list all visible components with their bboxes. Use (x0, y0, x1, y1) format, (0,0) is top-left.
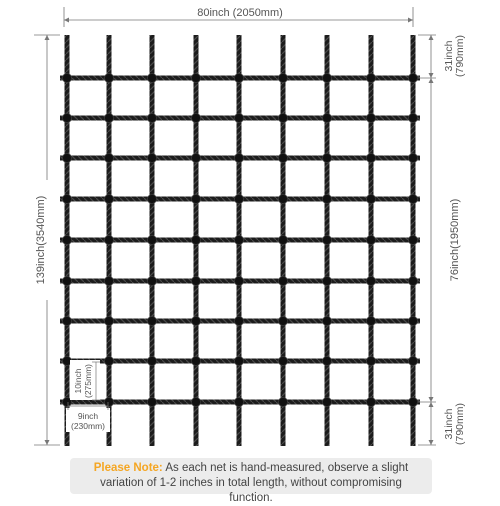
rope-knot (148, 154, 157, 163)
bottom-section-mm-label: (790mm) (454, 402, 466, 446)
rope-knot (279, 195, 288, 204)
rope-knot (279, 277, 288, 286)
rope-knot (323, 74, 332, 83)
rope-knot (192, 236, 201, 245)
rope-knot (63, 195, 72, 204)
rope-knot (105, 154, 114, 163)
rope-knot (148, 317, 157, 326)
rope-knot (105, 74, 114, 83)
rope-knot (235, 236, 244, 245)
rope-knot (409, 398, 418, 407)
rope-knot (63, 236, 72, 245)
rope-knot (235, 114, 244, 123)
rope-knot (192, 114, 201, 123)
rope-knot (235, 398, 244, 407)
rope-knot (279, 398, 288, 407)
rope-knot (148, 74, 157, 83)
rope-knot (105, 236, 114, 245)
mesh-width-inch-label: 9inch (77, 411, 99, 421)
rope-knot (235, 317, 244, 326)
rope-knot (235, 277, 244, 286)
rope-knot (367, 114, 376, 123)
rope-knot (105, 357, 114, 366)
rope-knot (323, 398, 332, 407)
rope-knot (409, 154, 418, 163)
middle-section-label: 76inch(1950mm) (449, 198, 461, 282)
rope-knot (192, 195, 201, 204)
rope-knot (192, 357, 201, 366)
rope-knot (148, 398, 157, 407)
rope-knot (409, 317, 418, 326)
rope-net (60, 35, 420, 446)
rope-knot (279, 154, 288, 163)
section-dimensions (418, 35, 436, 445)
rope-knot (409, 236, 418, 245)
top-section-inch-label: 31inch (443, 40, 455, 72)
rope-knot (192, 74, 201, 83)
rope-knot (409, 357, 418, 366)
rope-knot (63, 114, 72, 123)
rope-knot (367, 154, 376, 163)
rope-knot (323, 236, 332, 245)
rope-knot (148, 114, 157, 123)
rope-knot (409, 195, 418, 204)
rope-knot (367, 195, 376, 204)
rope-knot (105, 277, 114, 286)
rope-knot (63, 154, 72, 163)
mesh-height-inch-label: 10inch (73, 368, 83, 394)
rope-knot (235, 357, 244, 366)
rope-knot (323, 317, 332, 326)
rope-knot (279, 74, 288, 83)
rope-knot (148, 277, 157, 286)
rope-knot (63, 277, 72, 286)
note-box (70, 458, 432, 504)
rope-knot (279, 236, 288, 245)
bottom-section-inch-label: 31inch (443, 408, 455, 440)
rope-knot (235, 195, 244, 204)
rope-knot (279, 317, 288, 326)
rope-knot (279, 357, 288, 366)
rope-knot (367, 317, 376, 326)
rope-knot (192, 154, 201, 163)
rope-knot (409, 114, 418, 123)
rope-knot (192, 277, 201, 286)
rope-knot (367, 357, 376, 366)
mesh-height-mm-label: (275mm) (83, 363, 93, 399)
rope-knot (323, 114, 332, 123)
rope-knot (63, 317, 72, 326)
rope-knot (63, 74, 72, 83)
height-total-label: 139inch(3540mm) (35, 195, 47, 285)
note-text: As each net is hand-measured, observe a slight variation of 1-2 inches in total length, without compromising function. (100, 462, 409, 504)
note-label: Please Note: (93, 462, 163, 474)
rope-knot (235, 74, 244, 83)
rope-knot (323, 277, 332, 286)
top-section-mm-label: (790mm) (454, 34, 466, 78)
rope-knot (367, 74, 376, 83)
rope-knot (323, 195, 332, 204)
rope-knot (192, 398, 201, 407)
rope-knot (323, 154, 332, 163)
rope-knot (409, 277, 418, 286)
rope-knot (105, 398, 114, 407)
rope-knot (367, 277, 376, 286)
rope-knot (323, 357, 332, 366)
rope-knot (192, 317, 201, 326)
rope-knot (279, 114, 288, 123)
rope-knot (409, 74, 418, 83)
rope-knot (148, 236, 157, 245)
rope-knot (367, 398, 376, 407)
rope-knot (105, 114, 114, 123)
rope-knot (367, 236, 376, 245)
rope-knot (105, 317, 114, 326)
mesh-width-mm-label: (230mm) (70, 421, 106, 431)
rope-knot (235, 154, 244, 163)
rope-knot (148, 195, 157, 204)
width-total-label: 80inch (2050mm) (197, 7, 283, 19)
rope-knot (105, 195, 114, 204)
rope-knot (148, 357, 157, 366)
